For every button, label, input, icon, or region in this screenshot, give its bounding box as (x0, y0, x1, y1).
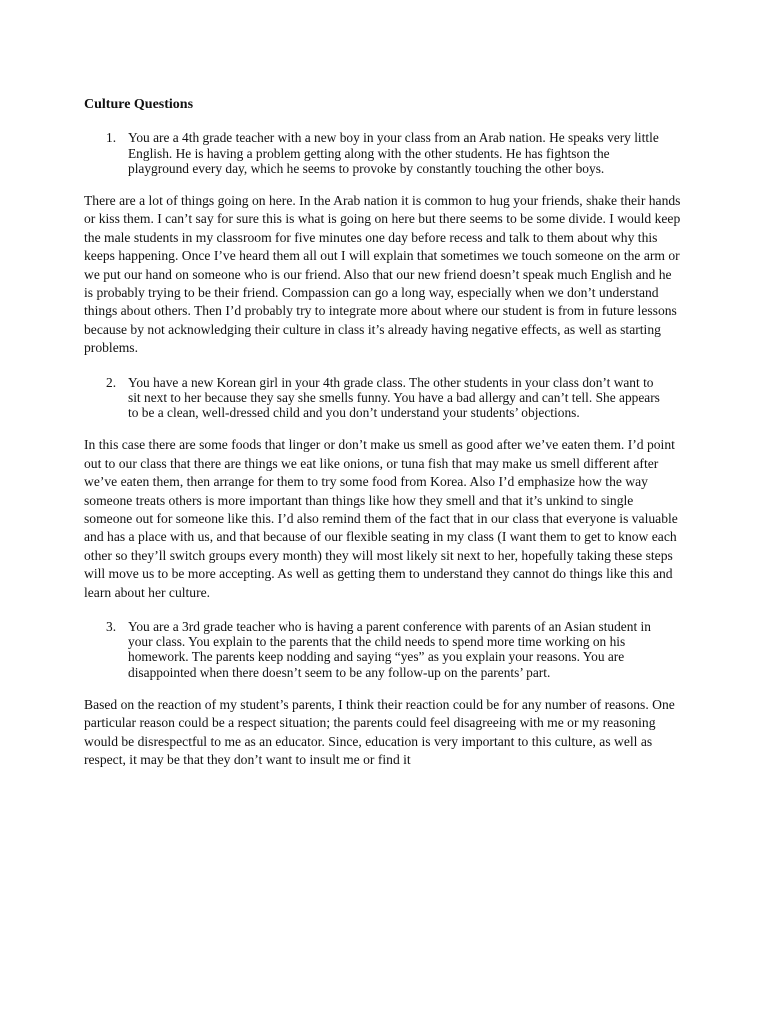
question-number: 2. (106, 374, 117, 390)
question-number: 1. (106, 130, 117, 146)
answer-3: Based on the reaction of my student’s parents, I think their reaction could be for any number of reasons. One particular reason could be a respect situation; the parents could feel disagreeing with me or my reasoning would be disrespectful to me as an educator. Since, education is very important to this culture, as well as respect, it may be that they don’t want to insult me or find it (84, 696, 675, 767)
question-text: You are a 4th grade teacher with a new boy in your class from an Arab nation. He speaks very little English. He is having a problem getting along with the other students. He has fightson the playground every day, which he seems to provoke by constantly touching the other boys. (128, 130, 659, 176)
question-text: You have a new Korean girl in your 4th grade class. The other students in your class don’t want to sit next to her because they say she smells funny. You have a bad allergy and can’t tell. She appears to be a clean, well-dressed child and you don’t understand your students’ objections. (128, 374, 660, 421)
answer-1: There are a lot of things going on here. In the Arab nation it is common to hug your friends, shake their hands or kiss them. I can’t say for sure this is what is going on here but there seems to be some divide. I would keep the male students in my classroom for five minutes one day before recess and talk to them about why this keeps happening. Once I’ve heard them all out I will explain that sometimes we touch someone on the arm or we put our hand on someone who is our friend. Also that our new friend doesn’t speak much English and he is probably trying to be their friend. Compassion can go a long way, especially when we don’t understand things about others. Then I’d probably try to integrate more about where our student is from in future lessons because by not acknowledging their culture in class it’s already having negative effects, as well as starting problems. (84, 193, 681, 356)
answer-2: In this case there are some foods that linger or don’t make us smell as good after we’ve eaten them. I’d point out to our class that there are things we eat like onions, or tuna fish that may make us smell different after we’ve eaten them, then arrange for them to try some food from Korea. Also I’d emphasize how the way someone treats others is more important than things like how they smell and that it’s unkind to single someone out for someone like this. I’d also remind them of the fact that in our class that everyone is valuable and has a place with us, and that because of our flexible seating in my class (I want them to get to know each other so they’ll switch groups every month) they will most likely sit next to her, hopefully taking these steps will move us to be more accepting. As well as getting them to understand they cannot do things like this and learn about her culture. (84, 437, 678, 600)
question-number: 3. (106, 618, 117, 634)
question-1 (84, 130, 684, 176)
document-page (84, 96, 684, 786)
question-text: You are a 3rd grade teacher who is having a parent conference with parents of an Asian student in your class. You explain to the parents that the child needs to spend more time working on his homework. The parents keep nodding and saying “yes” as you explain your reasons. You are disappointed when there doesn’t seem to be any follow-up on the parents’ part. (128, 618, 651, 680)
question-3 (84, 619, 684, 680)
document-title: Culture Questions (84, 97, 194, 112)
question-2 (84, 375, 684, 421)
